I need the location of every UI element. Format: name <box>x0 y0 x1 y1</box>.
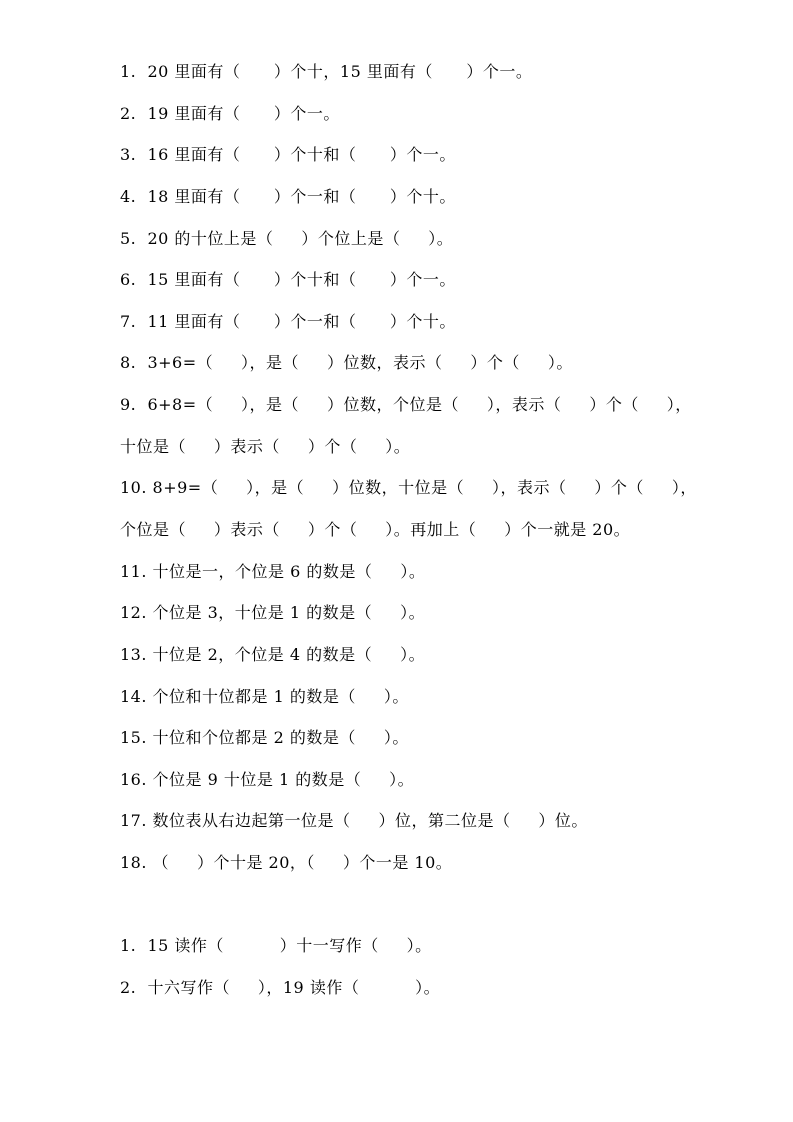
question-line: 8. 3+6=（ ），是（ ）位数，表示（ ）个（ ）。 <box>120 353 573 372</box>
question-line: 16. 个位是 9 十位是 1 的数是（ ）。 <box>120 770 415 789</box>
question-line: 10. 8+9=（ ），是（ ）位数，十位是（ ），表示（ ）个（ ）， <box>120 478 697 497</box>
question-line: 14. 个位和十位都是 1 的数是（ ）。 <box>120 687 409 706</box>
reading-question-line: 1. 15 读作（ ）十一写作（ ）。 <box>120 936 432 955</box>
question-line: 15. 十位和个位都是 2 的数是（ ）。 <box>120 728 409 747</box>
question-line: 3. 16 里面有（ ）个十和（ ）个一。 <box>120 145 456 164</box>
question-line: 5. 20 的十位上是（ ）个位上是（ ）。 <box>120 229 454 248</box>
reading-question-line: 2. 十六写作（ ），19 读作（ ）。 <box>120 978 441 997</box>
question-line: 18. （ ）个十是 20，（ ）个一是 10。 <box>120 853 453 872</box>
question-line: 2. 19 里面有（ ）个一。 <box>120 104 340 123</box>
question-line-continuation: 十位是（ ）表示（ ）个（ ）。 <box>120 437 411 456</box>
question-line: 12. 个位是 3，十位是 1 的数是（ ）。 <box>120 603 426 622</box>
question-line: 9. 6+8=（ ），是（ ）位数，个位是（ ），表示（ ）个（ ）， <box>120 395 692 414</box>
question-line: 11. 十位是一，个位是 6 的数是（ ）。 <box>120 562 426 581</box>
question-line: 13. 十位是 2，个位是 4 的数是（ ）。 <box>120 645 426 664</box>
question-line: 4. 18 里面有（ ）个一和（ ）个十。 <box>120 187 456 206</box>
question-line: 17. 数位表从右边起第一位是（ ）位，第二位是（ ）位。 <box>120 811 588 830</box>
question-line: 1. 20 里面有（ ）个十，15 里面有（ ）个一。 <box>120 62 533 81</box>
question-line-continuation: 个位是（ ）表示（ ）个（ ）。再加上（ ）个一就是 20。 <box>120 520 631 539</box>
question-line: 7. 11 里面有（ ）个一和（ ）个十。 <box>120 312 456 331</box>
question-line: 6. 15 里面有（ ）个十和（ ）个一。 <box>120 270 456 289</box>
